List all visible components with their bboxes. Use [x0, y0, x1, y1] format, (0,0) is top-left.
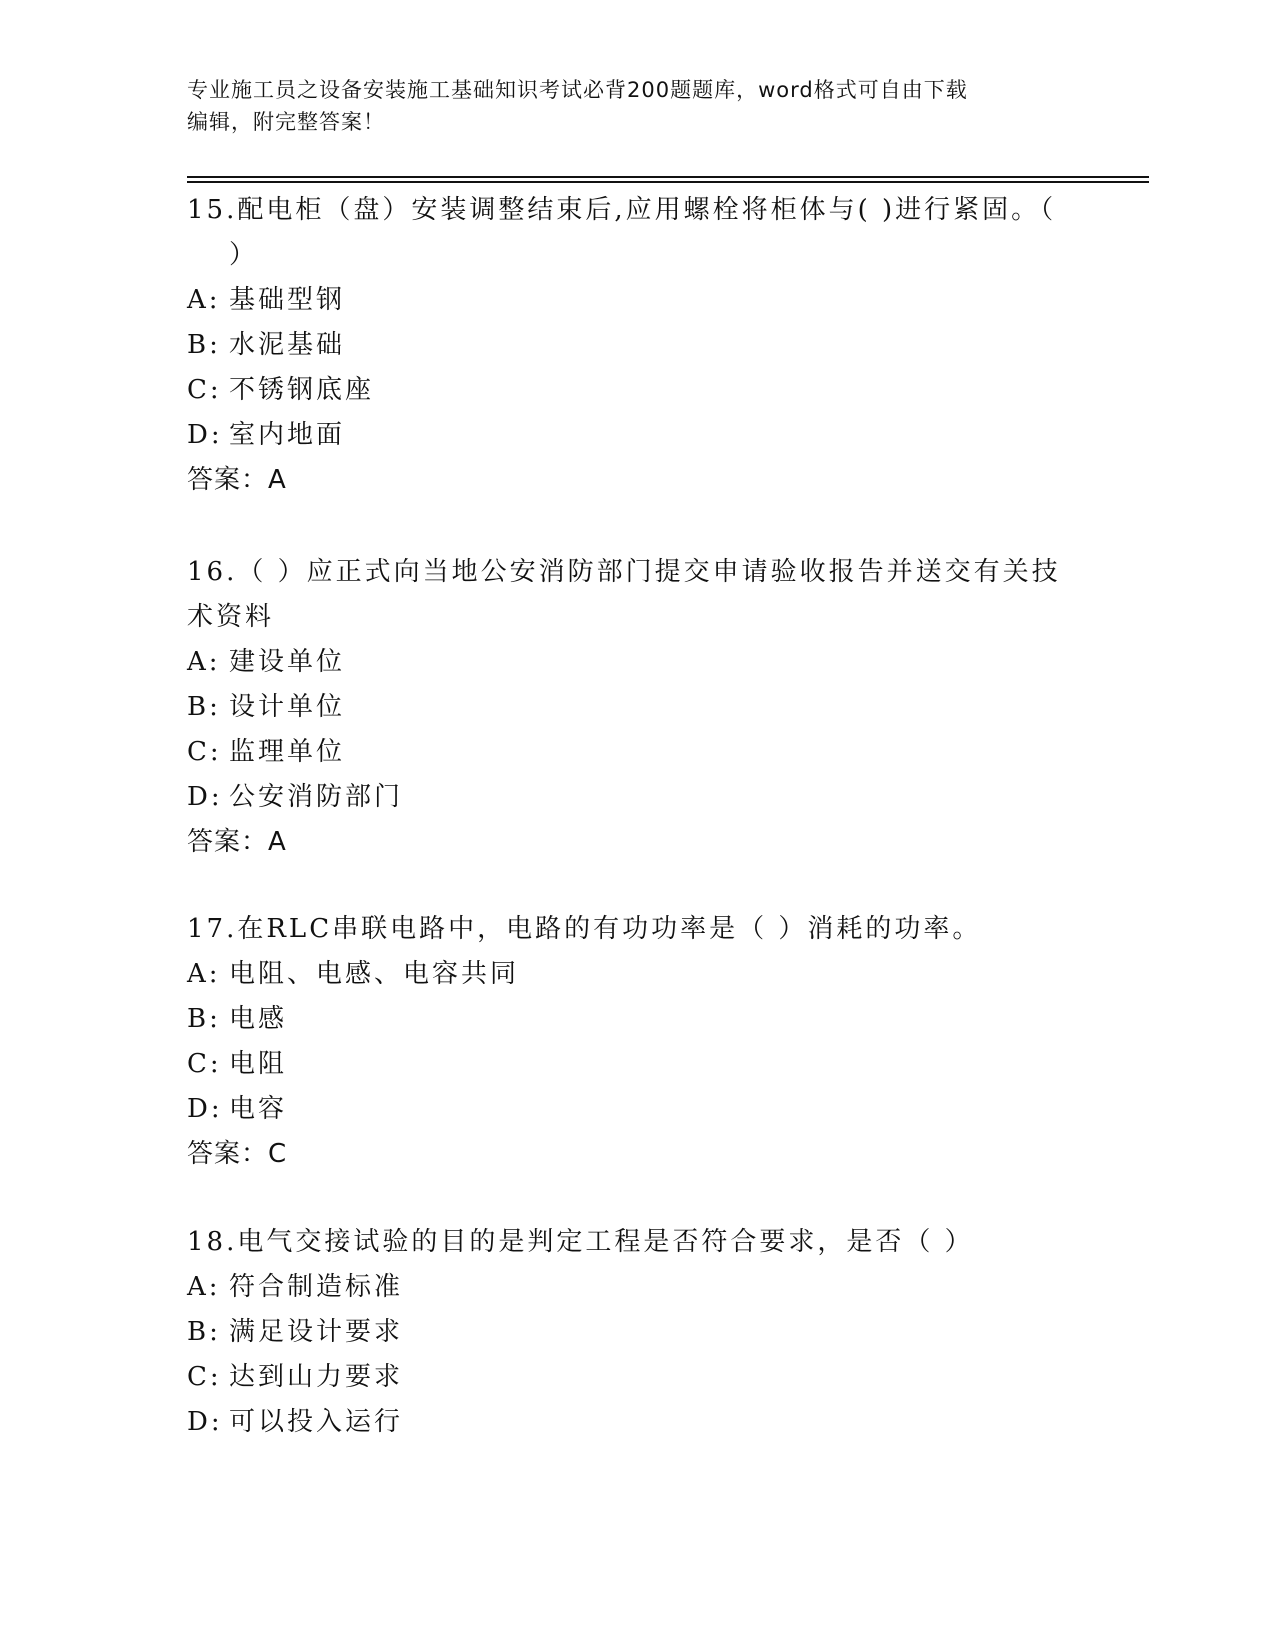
option-d [187, 1400, 1067, 1445]
option-letter: B: [187, 692, 221, 722]
option-text: 达到山力要求 [229, 1362, 404, 1392]
option-text: 监理单位 [229, 737, 346, 767]
answer: 答案：A [187, 465, 287, 495]
option-letter: B: [187, 1004, 221, 1034]
option-text: 不锈钢底座 [229, 375, 375, 405]
option-text: 室内地面 [229, 420, 346, 450]
header-divider-bottom [187, 181, 1149, 183]
question-stem [187, 907, 1067, 952]
option-letter: D: [187, 1407, 223, 1437]
option-text: 满足设计要求 [229, 1317, 404, 1347]
option-letter: C: [187, 1049, 222, 1079]
option-letter: B: [187, 1317, 221, 1347]
answer: 答案：A [187, 827, 287, 857]
question-number: 17. [187, 914, 238, 944]
question-text: 在RLC串联电路中，电路的有功功率是（ ）消耗的功率。 [237, 914, 982, 944]
option-text: 基础型钢 [229, 285, 346, 315]
option-a [187, 278, 1067, 323]
document-header [187, 74, 1067, 138]
answer: 答案：C [187, 1139, 288, 1169]
option-letter: A: [187, 1272, 221, 1302]
option-text: 符合制造标准 [229, 1272, 404, 1302]
option-d [187, 413, 1067, 458]
option-text: 建设单位 [229, 647, 346, 677]
option-text: 电阻、电感、电容共同 [229, 959, 520, 989]
option-letter: B: [187, 330, 221, 360]
option-c [187, 1355, 1067, 1400]
question-text-continued: ） [229, 240, 259, 270]
question-17 [187, 907, 1067, 1177]
question-text: （ ）应正式向当地公安消防部门提交申请验收报告并送交有关技 [237, 557, 1061, 587]
question-text-continued: 术资料 [187, 602, 275, 632]
option-letter: C: [187, 375, 222, 405]
option-text: 公安消防部门 [229, 782, 404, 812]
question-stem [187, 188, 1067, 278]
option-letter: D: [187, 1094, 223, 1124]
header-line-1: 专业施工员之设备安装施工基础知识考试必背200题题库，word格式可自由下载 [187, 78, 968, 102]
option-letter: D: [187, 782, 223, 812]
option-text: 水泥基础 [229, 330, 346, 360]
option-b [187, 685, 1067, 730]
option-text: 设计单位 [229, 692, 346, 722]
option-a [187, 952, 1067, 997]
option-b [187, 997, 1067, 1042]
question-18 [187, 1220, 1067, 1445]
option-letter: C: [187, 737, 222, 767]
option-c [187, 1042, 1067, 1087]
option-a [187, 640, 1067, 685]
question-stem [187, 1220, 1067, 1265]
question-text: 电气交接试验的目的是判定工程是否符合要求，是否（ ） [237, 1227, 974, 1257]
header-divider-top [187, 176, 1149, 178]
option-a [187, 1265, 1067, 1310]
option-d [187, 1087, 1067, 1132]
question-stem [187, 550, 1067, 640]
option-letter: A: [187, 959, 221, 989]
option-d [187, 775, 1067, 820]
option-text: 可以投入运行 [229, 1407, 404, 1437]
question-number: 16. [187, 557, 238, 587]
question-16 [187, 550, 1067, 865]
option-text: 电感 [229, 1004, 288, 1034]
option-b [187, 1310, 1067, 1355]
question-15 [187, 188, 1067, 503]
option-letter: A: [187, 285, 221, 315]
question-number: 18. [187, 1227, 238, 1257]
option-text: 电阻 [229, 1049, 288, 1079]
option-letter: D: [187, 420, 223, 450]
option-letter: A: [187, 647, 221, 677]
option-c [187, 368, 1067, 413]
question-text: 配电柜（盘）安装调整结束后,应用螺栓将柜体与( )进行紧固。（ [237, 195, 1057, 225]
option-b [187, 323, 1067, 368]
header-line-2: 编辑，附完整答案！ [187, 110, 385, 134]
option-text: 电容 [229, 1094, 288, 1124]
option-letter: C: [187, 1362, 222, 1392]
option-c [187, 730, 1067, 775]
question-number: 15. [187, 195, 238, 225]
